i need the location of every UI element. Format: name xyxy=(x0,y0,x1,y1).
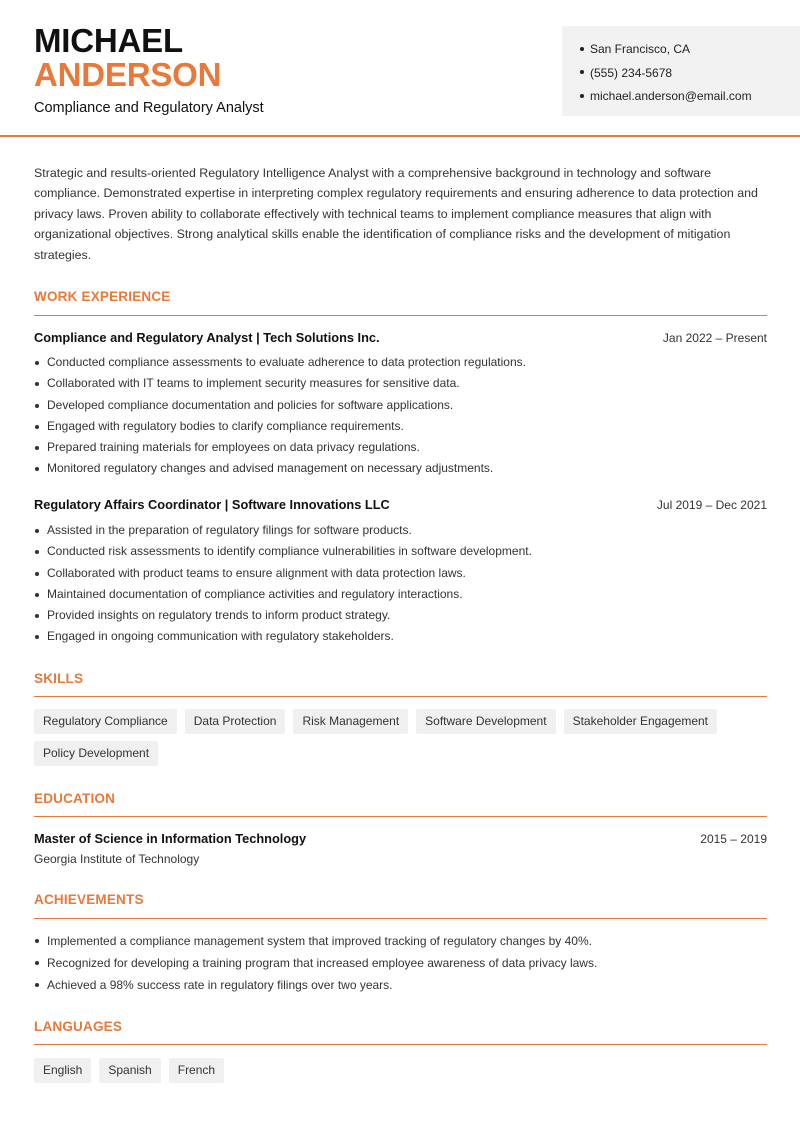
achievement-item: Achieved a 98% success rate in regulatory filings over two years. xyxy=(34,974,767,996)
work-experience-divider xyxy=(34,315,767,316)
language-chip: French xyxy=(169,1058,224,1083)
education-school: Georgia Institute of Technology xyxy=(34,852,200,866)
job-2-header xyxy=(34,497,767,513)
achievements-heading: ACHIEVEMENTS xyxy=(34,892,144,907)
contact-phone xyxy=(580,62,800,86)
summary-paragraph: Strategic and results-oriented Regulatory Intelligence Analyst with a comprehensive background in technology and software compliance. Demonstrated expertise in interpreting complex regulatory requirements and ensuring adherence to data protection and privacy laws. Proven ability to collaborate effectively with technical teams to implement compliance measures that align with organizational objectives. Strong analytical skills enable the identification of compliance risks and the development of mitigation strategies. xyxy=(34,166,758,262)
job-2-bullet: Collaborated with product teams to ensure alignment with data protection laws. xyxy=(34,563,767,584)
achievement-item: Recognized for developing a training program that increased employee awareness of data privacy laws. xyxy=(34,952,767,974)
job-1-dates: Jan 2022 – Present xyxy=(662,331,767,345)
languages-heading: LANGUAGES xyxy=(34,1019,123,1034)
skill-chip: Data Protection xyxy=(185,709,286,734)
skill-chip: Software Development xyxy=(416,709,555,734)
achievements-divider xyxy=(34,918,767,919)
education-heading: EDUCATION xyxy=(34,791,116,806)
contact-location-text: San Francisco, CA xyxy=(590,42,691,56)
language-chip: Spanish xyxy=(99,1058,160,1083)
job-2-dates: Jul 2019 – Dec 2021 xyxy=(656,498,767,512)
job-title: Compliance and Regulatory Analyst xyxy=(34,100,264,116)
job-2-bullets xyxy=(34,520,767,648)
education-degree: Master of Science in Information Technology xyxy=(34,831,307,846)
job-1-bullet: Engaged with regulatory bodies to clarify compliance requirements. xyxy=(34,416,767,437)
first-name: MICHAEL xyxy=(34,22,183,59)
contact-box xyxy=(562,26,800,116)
languages-divider xyxy=(34,1044,767,1045)
job-2-bullet: Conducted risk assessments to identify compliance vulnerabilities in software development. xyxy=(34,541,767,562)
skill-chip: Regulatory Compliance xyxy=(34,709,177,734)
bullet-dot-icon xyxy=(580,94,584,98)
contact-email-text: michael.anderson@email.com xyxy=(590,89,752,103)
education-dates: 2015 – 2019 xyxy=(700,832,767,846)
contact-location xyxy=(580,38,800,62)
skills-heading: SKILLS xyxy=(34,671,84,686)
last-name: ANDERSON xyxy=(34,56,222,93)
achievement-item: Implemented a compliance management system that improved tracking of regulatory changes by 40%. xyxy=(34,930,767,952)
skill-chip: Policy Development xyxy=(34,741,158,766)
job-1-header xyxy=(34,330,767,346)
skill-chip: Risk Management xyxy=(293,709,408,734)
languages-chips xyxy=(34,1058,767,1090)
contact-phone-text: (555) 234-5678 xyxy=(590,65,673,80)
job-1-bullet: Monitored regulatory changes and advised management on necessary adjustments. xyxy=(34,458,767,479)
resume-header xyxy=(0,0,800,137)
job-1-bullet: Prepared training materials for employees on data privacy regulations. xyxy=(34,437,767,458)
bullet-dot-icon xyxy=(580,70,584,74)
language-chip: English xyxy=(34,1058,91,1083)
skill-chip: Stakeholder Engagement xyxy=(564,709,717,734)
job-1-bullet: Developed compliance documentation and policies for software applications. xyxy=(34,395,767,416)
job-2-role: Regulatory Affairs Coordinator | Software Innovations LLC xyxy=(34,497,390,512)
job-1-bullets xyxy=(34,352,767,480)
job-1-bullet: Collaborated with IT teams to implement security measures for sensitive data. xyxy=(34,373,767,394)
bullet-dot-icon xyxy=(580,47,584,51)
job-2-bullet: Assisted in the preparation of regulatory filings for software products. xyxy=(34,520,767,541)
job-2-bullet: Maintained documentation of compliance activities and regulatory interactions. xyxy=(34,584,767,605)
contact-email xyxy=(580,85,800,109)
job-2-bullet: Engaged in ongoing communication with regulatory stakeholders. xyxy=(34,626,767,647)
job-1-role: Compliance and Regulatory Analyst | Tech Solutions Inc. xyxy=(34,330,380,345)
work-experience-heading: WORK EXPERIENCE xyxy=(34,289,171,304)
skills-divider xyxy=(34,696,767,697)
education-divider xyxy=(34,816,767,817)
education-header xyxy=(34,831,767,847)
job-2-bullet: Provided insights on regulatory trends to inform product strategy. xyxy=(34,605,767,626)
skills-chips xyxy=(34,709,767,773)
achievements-bullets xyxy=(34,930,767,997)
job-1-bullet: Conducted compliance assessments to evaluate adherence to data protection regulations. xyxy=(34,352,767,373)
